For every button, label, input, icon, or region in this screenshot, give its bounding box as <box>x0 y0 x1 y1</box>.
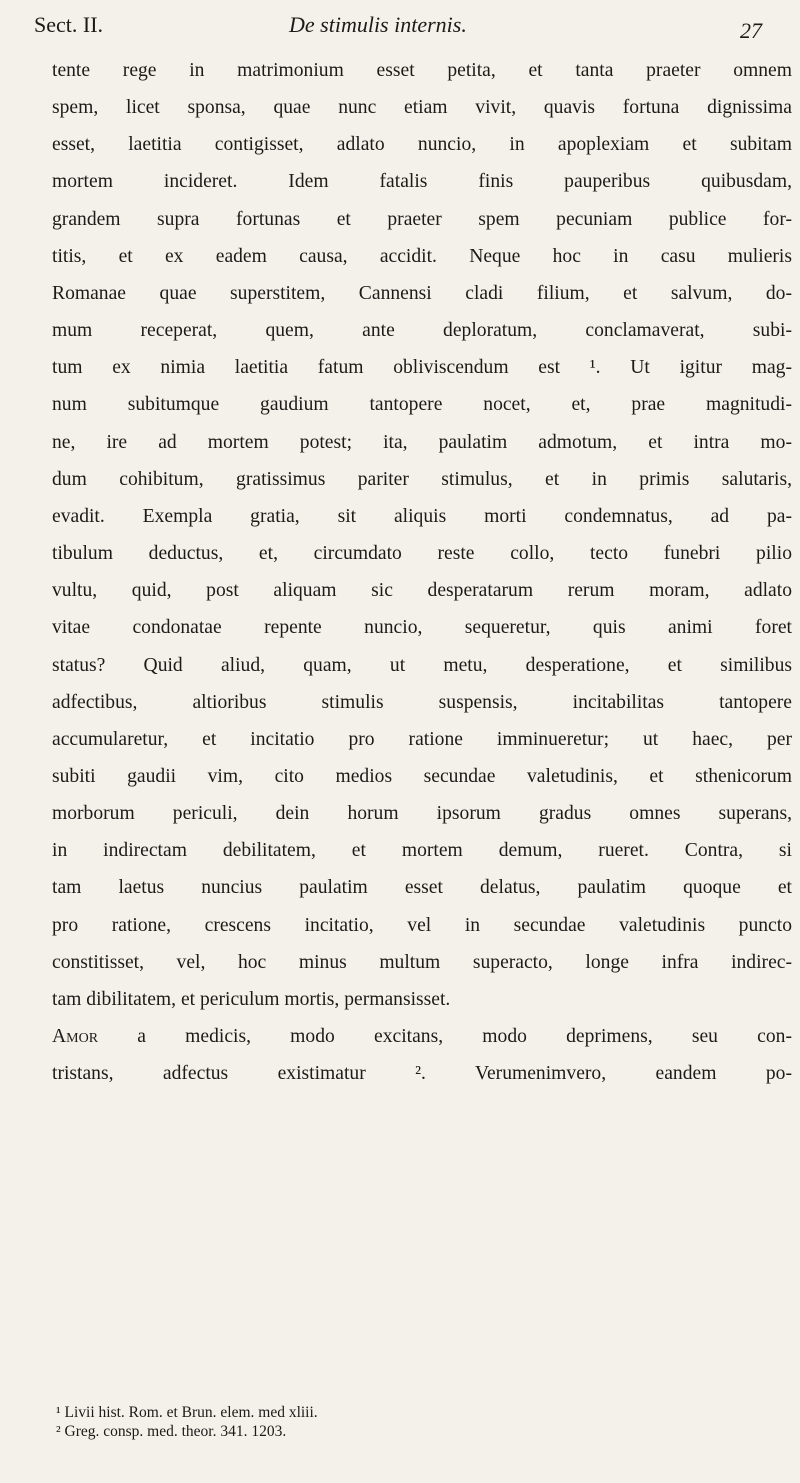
text-line: grandem supra fortunas et praeter spem pecuniam publice for- <box>52 208 792 230</box>
text-line: dum cohibitum, gratissimus pariter stimulus, et in primis salutaris, <box>52 468 792 490</box>
text-line: evadit. Exempla gratia, sit aliquis morti condemnatus, ad pa- <box>52 505 792 527</box>
page-number: 27 <box>740 18 762 43</box>
text-line: tibulum deductus, et, circumdato reste collo, tecto funebri pilio <box>52 543 792 565</box>
paragraph <box>52 52 792 1018</box>
footnotes <box>56 1403 756 1441</box>
text-line: tum ex nimia laetitia fatum obliviscendum est ¹. Ut igitur mag- <box>52 357 792 379</box>
text-line: ne, ire ad mortem potest; ita, paulatim admotum, et intra mo- <box>52 431 792 453</box>
text-line: mum receperat, quem, ante deploratum, conclamaverat, subi- <box>52 320 792 342</box>
text-line: titis, et ex eadem causa, accidit. Neque hoc in casu mulieris <box>52 245 792 267</box>
text-line: morborum periculi, dein horum ipsorum gradus omnes superans, <box>52 803 792 825</box>
body-text <box>52 52 792 1092</box>
running-header <box>34 8 766 44</box>
text-line: esset, laetitia contigisset, adlato nuncio, in apoplexiam et subitam <box>52 134 792 156</box>
text-line: accumularetur, et incitatio pro ratione imminueretur; ut haec, per <box>52 728 792 750</box>
text-line: constitisset, vel, hoc minus multum superacto, longe infra indirec- <box>52 951 792 973</box>
text-line: mortem incideret. Idem fatalis finis pauperibus quibusdam, <box>52 171 792 193</box>
running-title: De stimulis internis. <box>289 12 467 37</box>
text-line: subiti gaudii vim, cito medios secundae valetudinis, et sthenicorum <box>52 765 792 787</box>
text-line: spem, licet sponsa, quae nunc etiam vivit, quavis fortuna dignissima <box>52 97 792 119</box>
text-line: in indirectam debilitatem, et mortem demum, rueret. Contra, si <box>52 840 792 862</box>
text-line <box>52 1018 792 1055</box>
text-line: pro ratione, crescens incitatio, vel in secundae valetudinis puncto <box>52 914 792 936</box>
text-line: Romanae quae superstitem, Cannensi cladi filium, et salvum, do- <box>52 282 792 304</box>
text-line: tam dibilitatem, et periculum mortis, permansisset. <box>52 988 451 1010</box>
lead-word: Amor <box>52 1026 99 1048</box>
text-line: vitae condonatae repente nuncio, sequeretur, quis animi foret <box>52 617 792 639</box>
text-line: adfectibus, altioribus stimulis suspensis, incitabilitas tantopere <box>52 691 792 713</box>
text-line: tente rege in matrimonium esset petita, et tanta praeter omnem <box>52 60 792 81</box>
text-line-rest: a medicis, modo excitans, modo deprimens, seu con- <box>98 1026 792 1048</box>
section-label: Sect. II. <box>34 12 104 37</box>
paragraph-amor <box>52 1018 792 1092</box>
footnote: ¹ Livii hist. Rom. et Brun. elem. med xliii. <box>56 1404 318 1421</box>
text-line: tristans, adfectus existimatur ². Verumenimvero, eandem po- <box>52 1063 792 1085</box>
text-line: tam laetus nuncius paulatim esset delatus, paulatim quoque et <box>52 877 792 899</box>
text-line: vultu, quid, post aliquam sic desperatarum rerum moram, adlato <box>52 580 792 602</box>
text-line: status? Quid aliud, quam, ut metu, desperatione, et similibus <box>52 654 792 676</box>
text-line: num subitumque gaudium tantopere nocet, et, prae magnitudi- <box>52 394 792 416</box>
footnote: ² Greg. consp. med. theor. 341. 1203. <box>56 1423 287 1440</box>
